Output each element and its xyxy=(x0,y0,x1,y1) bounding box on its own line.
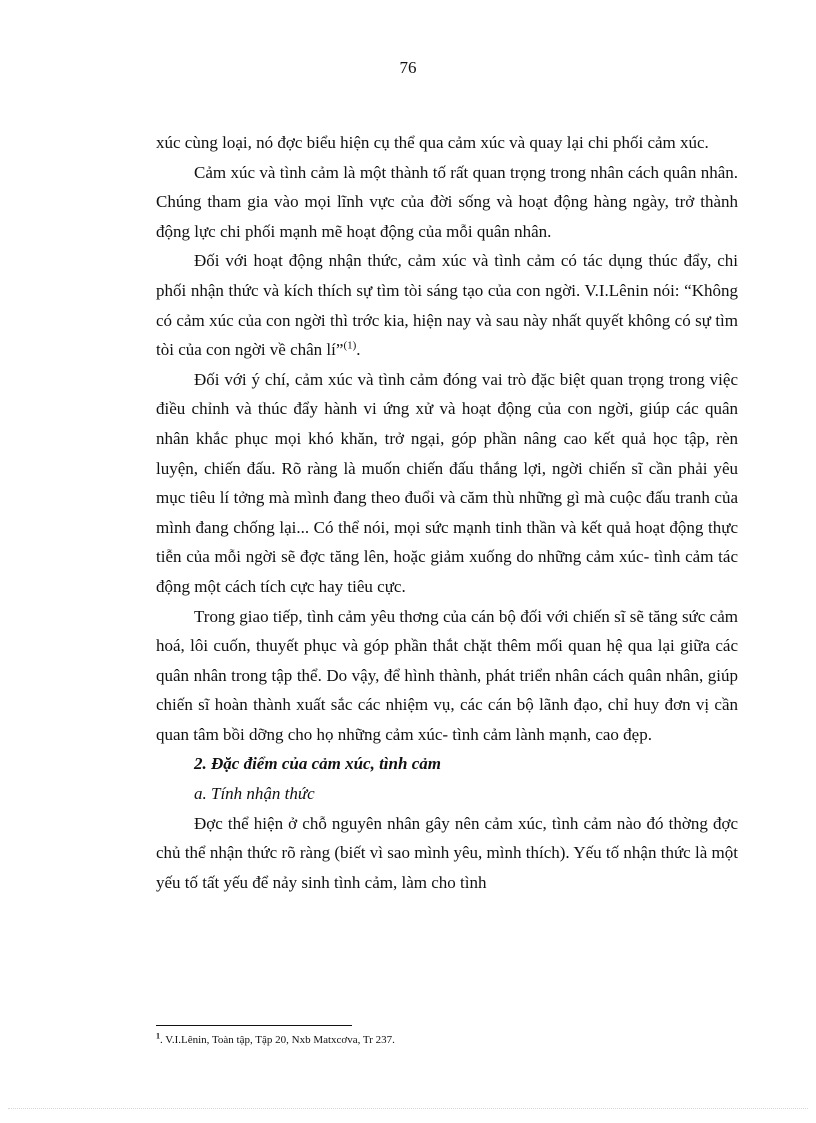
paragraph-5: Trong giao tiếp, tình cảm yêu thơng của cán bộ đối với chiến sĩ sẽ tăng sức cảm hoá, lôi cuốn, thuyết phục và góp phần thắt chặt thêm mối quan hệ qua lại giữa các quân nhân trong tập thể. Do vậy, để hình thành, phát triển nhân cách quân nhân, giúp chiến sĩ hoàn thành xuất sắc các nhiệm vụ, các cán bộ lãnh đạo, chỉ huy đơn vị cần quan tâm bồi dỡng cho họ những cảm xúc- tình cảm lành mạnh, cao đẹp. xyxy=(156,606,738,744)
paragraph-6: Đợc thể hiện ở chỗ nguyên nhân gây nên cảm xúc, tình cảm nào đó thờng đợc chủ thể nhận thức rõ ràng (biết vì sao mình yêu, mình thích). Yếu tố nhận thức là một yếu tố tất yếu để nảy sinh tình cảm, làm cho tình xyxy=(156,813,738,892)
footnote xyxy=(156,1031,716,1046)
body-text xyxy=(156,128,738,897)
subsection-heading: a. Tính nhận thức xyxy=(194,784,315,804)
page-number: 76 xyxy=(399,58,417,77)
paragraph-2: Cảm xúc và tình cảm là một thành tố rất quan trọng trong nhân cách quân nhân. Chúng tham gia vào mọi lĩnh vực của đời sống và hoạt động hàng ngày, trở thành động lực chi phối mạnh mẽ hoạt động của mỗi quân nhân. xyxy=(156,162,738,241)
footnote-separator xyxy=(156,1025,352,1026)
paragraph-4: Đối với ý chí, cảm xúc và tình cảm đóng vai trò đặc biệt quan trọng trong việc điều chỉnh và thúc đẩy hành vi ứng xử và hoạt động của con ngời, giúp các quân nhân khắc phục mọi khó khăn, trở ngại, góp phần nâng cao kết quả học tập, rèn luyện, chiến đấu. Rõ ràng là muốn chiến đấu thắng lợi, ngời chiến sĩ cần phải yêu mục tiêu lí tởng mà mình đang theo đuổi và căm thù những gì mà cuộc đấu tranh của mình đang chống lại... Có thể nói, mọi sức mạnh tinh thần và kết quả hoạt động thực tiễn của mỗi ngời sẽ đợc tăng lên, hoặc giảm xuống do những cảm xúc- tình cảm tác động một cách tích cực hay tiêu cực. xyxy=(156,369,738,596)
paragraph-3-tail: . xyxy=(356,340,361,360)
section-heading: 2. Đặc điểm của cảm xúc, tình cảm xyxy=(194,754,441,774)
footnote-reference: (1) xyxy=(343,339,357,352)
paragraph-3-text: Đối với hoạt động nhận thức, cảm xúc và tình cảm có tác dụng thúc đẩy, chi phối nhận thức và kích thích sự tìm tòi sáng tạo của con ngời. V.I.Lênin nói: “Không có cảm xúc của con ngời thì trớc kia, hiện nay và sau này nhất quyết không có sự tìm tòi của con ngời về chân lí” xyxy=(156,251,738,360)
page-bottom-border xyxy=(8,1108,808,1109)
footnote-text: . V.I.Lênin, Toàn tập, Tập 20, Nxb Matxcơva, Tr 237. xyxy=(160,1034,395,1046)
paragraph-3 xyxy=(156,246,738,364)
footnote-number: 1 xyxy=(156,1031,160,1041)
paragraph-1: xúc cùng loại, nó đợc biểu hiện cụ thể qua cảm xúc và quay lại chi phối cảm xúc. xyxy=(156,133,709,152)
